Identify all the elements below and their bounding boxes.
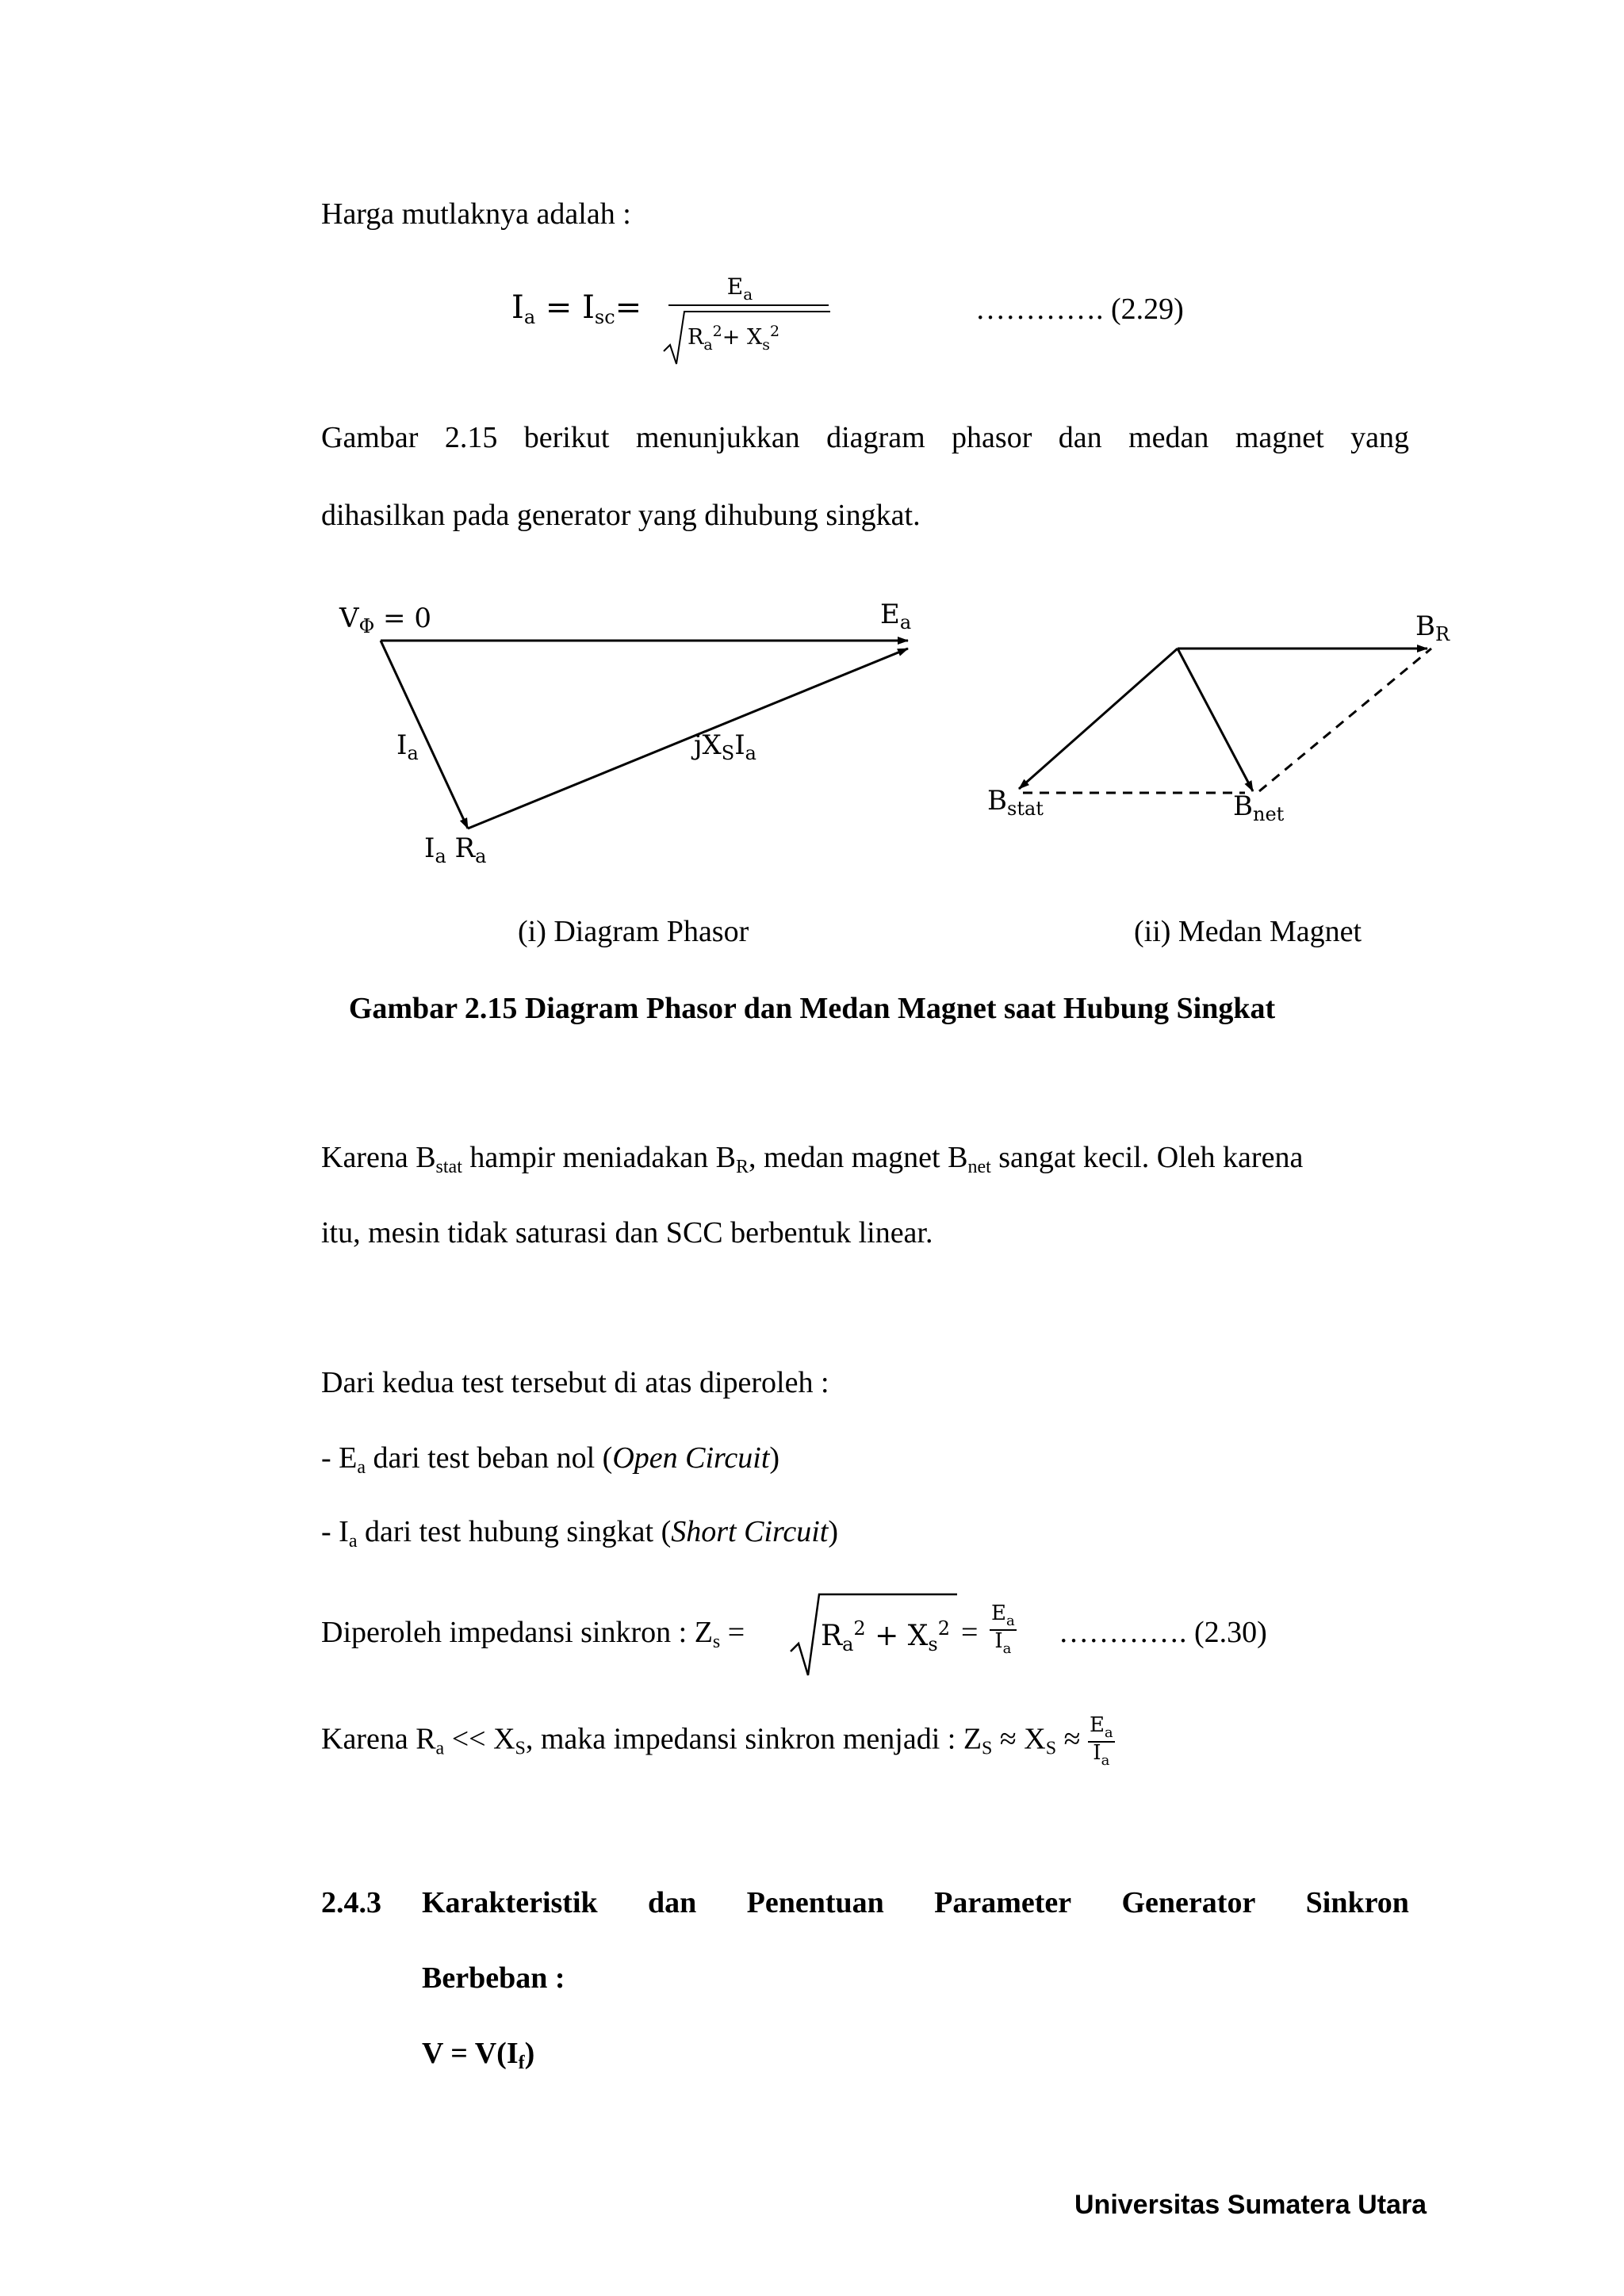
footer-university: Universitas Sumatera Utara [1074,2190,1427,2220]
formula-sub: f [518,2053,525,2073]
approx-2: ≈ [1056,1722,1088,1756]
jxs-i-text: I [734,729,745,761]
den-plus-x: + X [722,325,763,350]
para3: Dari kedua test tersebut di atas diperoleh : [321,1366,829,1399]
formula-text: V = V(I [422,2037,519,2070]
section-word-3: Penentuan [746,1886,884,1919]
para2-line2: itu, mesin tidak saturasi dan SCC berbentuk linear. [321,1216,933,1249]
br-sub: R [1435,623,1450,645]
bnet-text: B [1233,790,1253,822]
bstat-sub: stat [1007,798,1044,820]
label-medan-magnet: (ii) Medan Magnet [1134,915,1362,948]
eq230-den-sub: a [1002,1640,1012,1657]
approx-num: E [1089,1713,1105,1737]
bullet1-italic: Open Circuit [612,1441,770,1475]
section-word-5: Generator [1121,1886,1256,1919]
eq230-r-sub: a [842,1633,854,1655]
label-ea [880,599,911,634]
iara-i-text: I [424,832,435,864]
eq230-x-sup: 2 [937,1617,950,1640]
ia-sub: a [407,742,419,764]
label-vphi [339,603,431,638]
den-r-sub: a [703,336,713,354]
bullet2-text: dari test hubung singkat ( [357,1515,672,1548]
para2-s3: net [967,1157,991,1177]
section-title-line2: Berbeban : [422,1961,565,1995]
label-br [1415,610,1450,646]
para2-s1: stat [435,1157,462,1177]
bullet2-italic: Short Circuit [671,1515,829,1548]
magnet-bnet-line [1178,649,1253,791]
label-bstat [987,785,1044,821]
section-word-6: Sinkron [1305,1886,1409,1919]
eq230-radicand [821,1617,950,1656]
iara-i-sub: a [435,845,446,867]
equation-number-2-30: …………. (2.30) [1059,1616,1267,1649]
eq230-fraction [990,1603,1017,1657]
jxs-i-sub: a [745,742,756,764]
eq-num: E [726,274,744,300]
bullet2-post: ) [828,1515,839,1548]
eq230-eq2: = [961,1616,979,1649]
bullet2-pre: - I [321,1515,349,1548]
ia-text: I [396,729,408,761]
iara-r-text: R [446,832,476,864]
section-formula [422,2036,534,2075]
para2-s2: R [735,1157,749,1177]
den-r-sup: 2 [712,323,722,340]
approx-xs-sub: S [1045,1738,1057,1759]
v-label: V [339,603,359,634]
iara-r-sub: a [475,845,487,867]
eq-isc: = I [535,289,595,326]
eq-approx [321,1715,1115,1769]
label-jxsia [694,729,756,765]
bnet-sub: net [1253,803,1285,825]
eq230-num: E [991,1601,1006,1625]
figure-diagrams [0,0,1624,951]
approx-pre-sub: a [435,1738,445,1759]
approx-post-sub: S [982,1738,993,1759]
equation-number-2-29: …………. (2.29) [975,293,1184,326]
label-ia [396,729,419,765]
approx-num-sub: a [1104,1724,1113,1741]
ea-sub: a [899,611,912,633]
section-title-line1 [422,1885,1409,1920]
section-word-4: Parameter [934,1886,1072,1919]
eq230-prefix [321,1615,745,1654]
para2-t4: sangat kecil. Oleh karena [990,1141,1304,1174]
eq230-r-sup: 2 [853,1617,866,1640]
figure-caption: Gambar 2.15 Diagram Phasor dan Medan Magnet saat Hubung Singkat [348,992,1276,1025]
approx-den: I [1093,1740,1101,1765]
eq230-eq: = [720,1616,745,1649]
v-eq: = 0 [374,603,431,634]
section-number: 2.4.3 [321,1886,381,1919]
section-word-1: Karakteristik [422,1886,598,1919]
label-bnet [1233,790,1284,826]
eq230-pre-sub: s [712,1632,721,1652]
para1-line2: dihasilkan pada generator yang dihubung singkat. [321,499,921,532]
bullet1-text: dari test beban nol ( [366,1441,613,1475]
para2-t1: Karena B [321,1141,436,1174]
v-sub: Φ [358,615,375,637]
eq230-x-sub: s [928,1633,938,1655]
intro-text: Harga mutlaknya adalah : [321,197,631,231]
bullet1-post: ) [769,1441,780,1475]
eq230-num-sub: a [1005,1613,1015,1629]
bullet1-sub: a [357,1457,366,1478]
eq-lhs: I [511,289,524,326]
formula-end: ) [524,2037,535,2070]
den-r: R [688,325,704,350]
phasor-jxs-line [468,649,908,828]
label-iara [424,832,486,868]
para1-line1: Gambar 2.15 berikut menunjukkan diagram phasor dan medan magnet yang [321,421,1409,454]
br-text: B [1415,610,1435,642]
eq-isc-sub: sc [594,306,615,328]
jxs-sub: S [721,742,735,764]
ea-text: E [880,599,900,630]
eq230-den: I [994,1628,1003,1653]
approx-xs: ≈ X [992,1722,1046,1756]
den-x-sub: s [762,336,770,354]
approx-pre: Karena R [321,1722,436,1756]
eq-equals: = [615,289,642,326]
section-word-2: dan [648,1886,697,1919]
approx-fraction [1088,1715,1115,1769]
eq-num-sub: a [743,285,753,304]
bullet-ia [321,1514,838,1553]
bullet1-pre: - E [321,1441,358,1475]
eq-lhs-sub: a [523,306,536,328]
para2-t3: , medan magnet B [748,1141,968,1174]
bullet2-sub: a [348,1531,358,1552]
magnet-dashed-diagonal [1259,649,1431,791]
para2-t2: hampir meniadakan B [462,1141,736,1174]
jxs-text: jX [694,729,722,761]
para2-line1 [321,1140,1409,1179]
eq230-plus: + X [865,1620,929,1652]
label-diagram-phasor: (i) Diagram Phasor [518,915,749,948]
den-x-sup: 2 [769,323,780,340]
bstat-text: B [987,785,1007,817]
eq230-pre: Diperoleh impedansi sinkron : Z [321,1616,713,1649]
approx-mid-sub: S [515,1738,526,1759]
bullet-ea [321,1441,779,1479]
approx-den-sub: a [1101,1751,1110,1769]
approx-post: , maka impedansi sinkron menjadi : Z [525,1722,982,1756]
magnet-bstat-line [1019,649,1178,789]
eq230-r: R [821,1620,843,1652]
phasor-ia-line [381,641,468,828]
approx-mid: << X [444,1722,515,1756]
